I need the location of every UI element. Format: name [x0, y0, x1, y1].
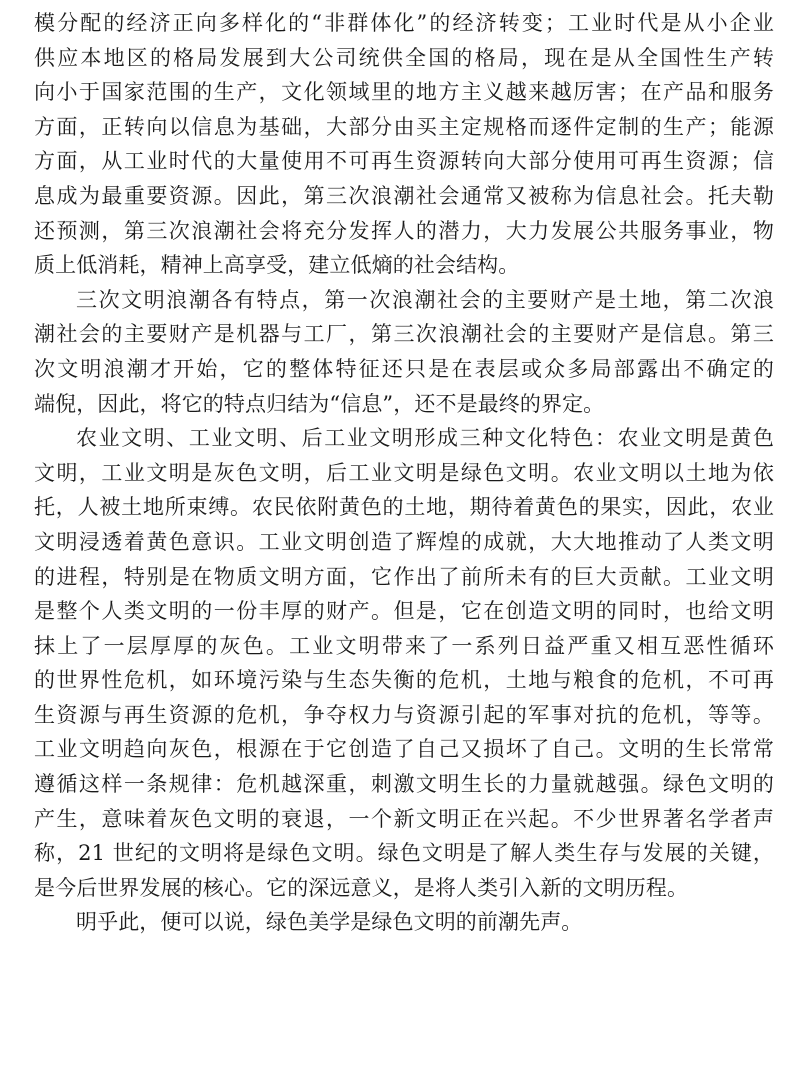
text-line: 三次文明浪潮各有特点，第一次浪潮社会的主要财产是土地，第二次浪 [76, 287, 774, 312]
body-text [34, 6, 774, 940]
paragraph-3 [34, 421, 774, 905]
text-line: 称，21 世纪的文明将是绿色文明。绿色文明是了解人类生存与发展的关键， [34, 841, 774, 866]
text-line: 遵循这样一条规律：危机越深重，刺激文明生长的力量就越强。绿色文明的 [34, 772, 774, 797]
text-line: 的世界性危机，如环境污染与生态失衡的危机，土地与粮食的危机，不可再 [34, 668, 774, 693]
text-line: 模分配的经济正向多样化的“非群体化”的经济转变；工业时代是从小企业 [34, 11, 774, 35]
text-line: 是整个人类文明的一份丰厚的财产。但是，它在创造文明的同时，也给文明 [34, 599, 774, 624]
text-line: 农业文明、工业文明、后工业文明形成三种文化特色：农业文明是黄色 [76, 426, 774, 451]
text-line: 方面，正转向以信息为基础，大部分由买主定规格而逐件定制的生产；能源 [34, 114, 774, 139]
text-line: 产生，意味着灰色文明的衰退，一个新文明正在兴起。不少世界著名学者声 [34, 806, 774, 831]
text-line: 文明，工业文明是灰色文明，后工业文明是绿色文明。农业文明以土地为依 [34, 460, 774, 485]
text-line: 还预测，第三次浪潮社会将充分发挥人的潜力，大力发展公共服务事业，物 [34, 218, 774, 243]
text-line: 文明浸透着黄色意识。工业文明创造了辉煌的成就，大大地推动了人类文明 [34, 529, 774, 554]
text-line: 工业文明趋向灰色，根源在于它创造了自己又损坏了自己。文明的生长常常 [34, 737, 774, 762]
text-line: 明乎此，便可以说，绿色美学是绿色文明的前潮先声。 [76, 910, 583, 935]
text-line: 息成为最重要资源。因此，第三次浪潮社会通常又被称为信息社会。托夫勒 [34, 183, 774, 208]
text-line: 生资源与再生资源的危机，争夺权力与资源引起的军事对抗的危机，等等。 [34, 702, 774, 727]
text-line: 次文明浪潮才开始，它的整体特征还只是在表层或众多局部露出不确定的 [34, 356, 774, 381]
text-line: 抹上了一层厚厚的灰色。工业文明带来了一系列日益严重又相互恶性循环 [34, 633, 774, 658]
paragraph-4 [34, 905, 774, 940]
text-line: 端倪，因此，将它的特点归结为“信息”，还不是最终的界定。 [34, 391, 605, 416]
text-line: 供应本地区的格局发展到大公司统供全国的格局，现在是从全国性生产转 [34, 45, 774, 70]
paragraph-2 [34, 283, 774, 421]
text-line: 潮社会的主要财产是机器与工厂，第三次浪潮社会的主要财产是信息。第三 [34, 322, 774, 347]
paragraph-1 [34, 6, 774, 283]
text-line: 质上低消耗，精神上高享受，建立低熵的社会结构。 [34, 253, 520, 278]
text-line: 托，人被土地所束缚。农民依附黄色的土地，期待着黄色的果实，因此，农业 [34, 495, 774, 520]
text-line: 方面，从工业时代的大量使用不可再生资源转向大部分使用可再生资源；信 [34, 149, 774, 174]
text-line: 向小于国家范围的生产，文化领域里的地方主义越来越厉害；在产品和服务 [34, 80, 774, 105]
text-line: 的进程，特别是在物质文明方面，它作出了前所未有的巨大贡献。工业文明 [34, 564, 774, 589]
text-line: 是今后世界发展的核心。它的深远意义，是将人类引入新的文明历程。 [34, 875, 689, 900]
